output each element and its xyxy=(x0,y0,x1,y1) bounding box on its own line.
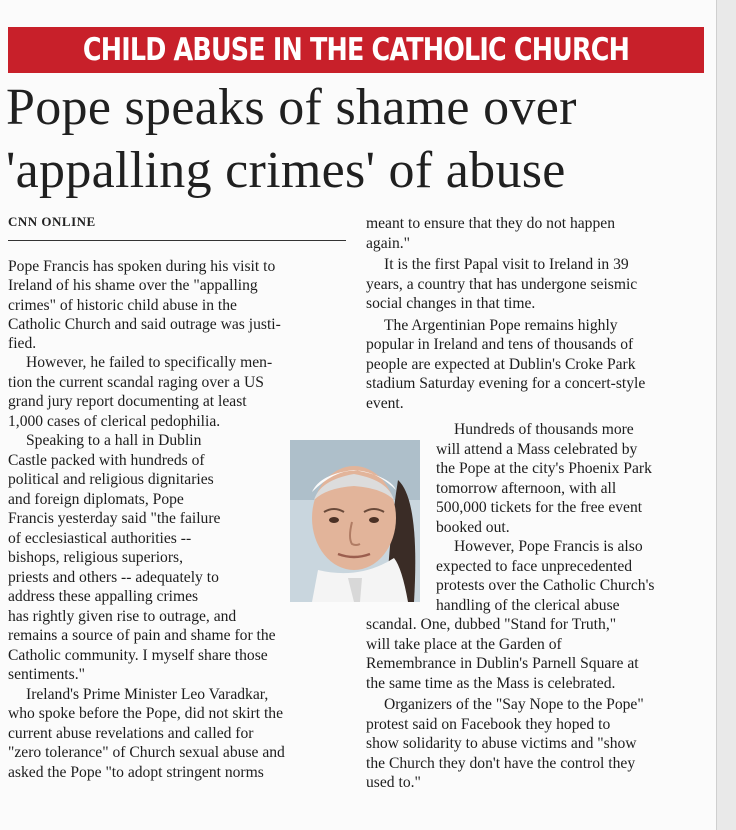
text-line: However, Pope Francis is also xyxy=(454,538,643,555)
text-line: handling of the clerical abuse xyxy=(436,596,620,614)
text-line: It is the first Papal visit to Ireland in 39 xyxy=(384,256,629,273)
paragraph-continued xyxy=(8,607,346,685)
text-line: the same time as the Mass is celebrated. xyxy=(366,674,616,692)
text-line: social changes in that time. xyxy=(366,295,536,312)
text-line: Francis yesterday said "the failure xyxy=(8,510,221,528)
text-line: and foreign diplomats, Pope xyxy=(8,490,184,508)
text-line: remains a source of pain and shame for the xyxy=(8,627,276,645)
text-line: people are expected at Dublin's Croke Park xyxy=(366,355,636,373)
text-line: used to." xyxy=(366,774,421,791)
text-line: Pope Francis has spoken during his visit to xyxy=(8,258,276,275)
text-line: address these appalling crimes xyxy=(8,588,199,606)
article-column-2 xyxy=(366,214,706,413)
paragraph-continued xyxy=(366,615,706,693)
text-line: Ireland of his shame over the "appalling xyxy=(8,277,258,295)
text-line: Hundreds of thousands more xyxy=(454,421,634,438)
text-line: has rightly given rise to outrage, and xyxy=(8,607,237,625)
text-line: Catholic Church and said outrage was justi- xyxy=(8,315,281,333)
text-line: popular in Ireland and tens of thousands of xyxy=(366,336,634,353)
text-line: Organizers of the "Say Nope to the Pope" xyxy=(384,696,644,713)
text-line: who spoke before the Pope, did not skirt the xyxy=(8,705,284,723)
text-line: of ecclesiastical authorities -- xyxy=(8,529,192,547)
text-line: Remembrance in Dublin's Parnell Square at xyxy=(366,655,639,672)
text-line: the Pope at the city's Phoenix Park xyxy=(436,460,652,477)
text-line: show solidarity to abuse victims and "show xyxy=(366,735,637,752)
paragraph xyxy=(8,685,346,783)
paragraph xyxy=(8,431,284,607)
text-line: meant to ensure that they do not happen xyxy=(366,215,615,232)
text-line: asked the Pope "to adopt stringent norms xyxy=(8,763,264,781)
paragraph xyxy=(8,257,346,353)
paragraph xyxy=(366,255,706,314)
paragraph xyxy=(436,537,706,615)
text-line: tion the current scandal raging over a US xyxy=(8,373,264,391)
text-line: will take place at the Garden of xyxy=(366,635,562,653)
text-line: event. xyxy=(366,394,404,412)
paragraph-continued xyxy=(366,214,706,253)
text-line: tomorrow afternoon, with all xyxy=(436,479,617,497)
paragraph xyxy=(8,353,346,431)
text-line: The Argentinian Pope remains highly xyxy=(384,316,618,334)
text-line: 500,000 tickets for the free event xyxy=(436,499,643,516)
text-line: fied. xyxy=(8,335,37,353)
byline-divider xyxy=(8,240,346,241)
text-line: Catholic community. I myself share those xyxy=(8,646,268,664)
text-line: years, a country that has undergone seismic xyxy=(366,275,638,293)
text-line: political and religious dignitaries xyxy=(8,471,214,489)
paragraph xyxy=(366,695,706,793)
text-line: grand jury report documenting at least xyxy=(8,393,247,411)
text-line: stadium Saturday evening for a concert-style xyxy=(366,375,646,392)
headline xyxy=(6,76,712,202)
text-line: Speaking to a hall in Dublin xyxy=(26,432,202,450)
text-line: However, he failed to specifically men- xyxy=(26,354,273,372)
text-line: expected to face unprecedented xyxy=(436,557,633,575)
text-line: scandal. One, dubbed "Stand for Truth," xyxy=(366,616,617,633)
text-line: protests over the Catholic Church's xyxy=(436,577,655,594)
text-line: current abuse revelations and called for xyxy=(8,724,254,742)
text-line: bishops, religious superiors, xyxy=(8,549,183,567)
section-banner xyxy=(8,27,704,73)
text-line: sentiments." xyxy=(8,666,85,684)
text-line: "zero tolerance" of Church sexual abuse and xyxy=(8,744,285,762)
headline-line-2: 'appalling crimes' of abuse xyxy=(6,142,566,199)
text-line: priests and others -- adequately to xyxy=(8,568,219,586)
headline-line-1: Pope speaks of shame over xyxy=(6,79,577,136)
byline: CNN ONLINE xyxy=(8,214,96,229)
text-line: protest said on Facebook they hoped to xyxy=(366,715,611,733)
text-line: Ireland's Prime Minister Leo Varadkar, xyxy=(26,685,269,703)
banner-text: CHILD ABUSE IN THE CATHOLIC CHURCH xyxy=(82,32,630,68)
paragraph xyxy=(366,316,706,414)
text-line: Castle packed with hundreds of xyxy=(8,451,205,469)
text-line: the Church they don't have the control they xyxy=(366,754,636,772)
text-line: booked out. xyxy=(436,518,510,536)
text-line: crimes" of historic child abuse in the xyxy=(8,296,237,314)
text-line: will attend a Mass celebrated by xyxy=(436,440,638,458)
paragraph xyxy=(436,420,706,537)
text-line: again." xyxy=(366,234,411,252)
article-column-2-lower xyxy=(366,420,706,793)
text-line: 1,000 cases of clerical pedophilia. xyxy=(8,412,221,430)
page-margin-strip xyxy=(716,0,736,830)
